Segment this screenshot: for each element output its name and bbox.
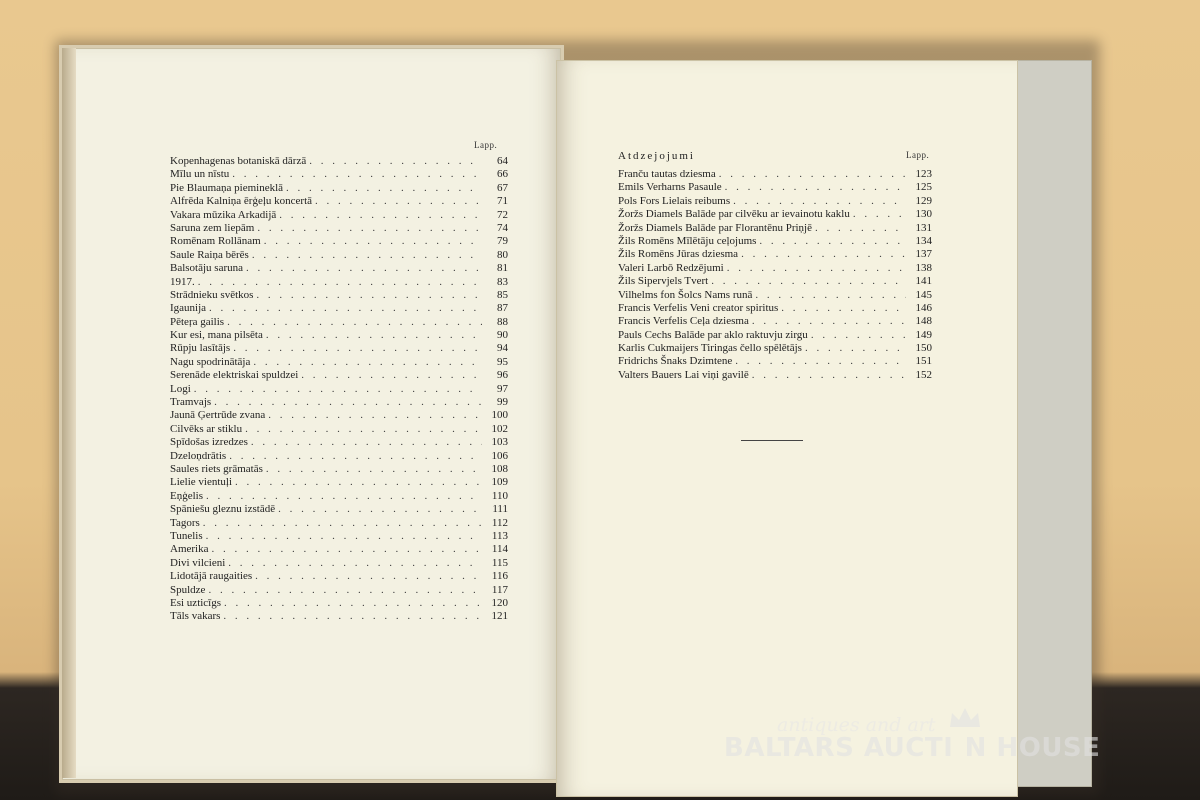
toc-entry-page: 150 [915, 342, 932, 355]
toc-entry-page: 85 [497, 288, 508, 301]
toc-entry [618, 208, 932, 221]
toc-entry-page: 108 [491, 462, 508, 475]
toc-entry-title: Amerika [170, 543, 209, 556]
toc-entry-page: 131 [915, 221, 932, 234]
toc-entry [618, 342, 932, 355]
toc-entry-page: 83 [497, 275, 508, 288]
toc-entry [170, 517, 508, 530]
toc-leader-dots [812, 222, 906, 235]
toc-entry [618, 168, 932, 181]
toc-entry-title: Francis Verfelis Veni creator spiritus [618, 301, 779, 314]
toc-entry [618, 302, 932, 315]
toc-entry-title: Mīlu un nīstu [170, 168, 230, 181]
toc-entry-title: Dzeloņdrātis [170, 449, 227, 462]
toc-entry [170, 342, 508, 355]
toc-entry [618, 262, 932, 275]
toc-entry-page: 125 [915, 181, 932, 194]
toc-entry-page: 116 [491, 570, 508, 583]
toc-entry-page: 149 [915, 328, 932, 341]
toc-leader-dots [208, 543, 482, 556]
toc-entry [170, 289, 508, 302]
toc-entry-title: Franču tautas dziesma [618, 168, 716, 180]
toc-entry-page: 99 [497, 396, 508, 409]
toc-entry-page: 134 [915, 234, 932, 247]
toc-entry-title: Rūpju lasītājs [170, 342, 231, 355]
toc-entry-page: 146 [915, 301, 932, 314]
toc-entry-title: Saule Raiņa bērēs [170, 248, 249, 261]
toc-entry [618, 248, 932, 261]
toc-entry-page: 88 [497, 315, 508, 328]
toc-leader-dots [263, 329, 482, 342]
toc-entry-title: Eņģelis [170, 489, 203, 502]
toc-entry [618, 289, 932, 302]
toc-entry-page: 94 [497, 342, 508, 355]
toc-entry-title: Igaunija [170, 302, 207, 315]
watermark-tagline: antiques and art [777, 714, 936, 736]
toc-leader-dots [749, 315, 906, 328]
toc-leader-dots [200, 517, 482, 530]
toc-entry [170, 262, 508, 275]
toc-leader-dots [850, 208, 906, 221]
toc-leader-dots [276, 209, 482, 222]
toc-entry [170, 463, 508, 476]
toc-entry-title: Kur esi, mana pilsēta [170, 329, 263, 342]
toc-entry-title: Saules riets grāmatās [170, 462, 263, 475]
toc-entry [618, 235, 932, 248]
toc-leader-dots [224, 316, 482, 329]
toc-entry [618, 222, 932, 235]
toc-entry-title: Jaunā Ģertrūde zvana [170, 409, 266, 422]
toc-leader-dots [298, 369, 482, 382]
toc-entry-title: Balsotāju saruna [170, 262, 244, 275]
toc-entry-page: 95 [497, 355, 508, 368]
toc-leader-dots [253, 289, 482, 302]
toc-leader-dots [738, 248, 906, 261]
toc-leader-dots [263, 463, 482, 476]
toc-entry [170, 222, 508, 235]
toc-leader-dots [229, 168, 482, 181]
toc-entry [618, 315, 932, 328]
toc-leader-dots [195, 276, 482, 289]
toc-entry [170, 168, 508, 181]
toc-entry-page: 112 [491, 516, 508, 529]
toc-leader-dots [808, 329, 906, 342]
toc-entry-page: 145 [915, 288, 932, 301]
toc-leader-dots [265, 409, 482, 422]
toc-entry-title: Logi [170, 382, 191, 395]
toc-leader-dots [232, 476, 482, 489]
toc-entry-title: Vakara mūzika Arkadijā [170, 208, 277, 221]
toc-entry [618, 369, 932, 382]
toc-leader-dots [203, 490, 482, 503]
toc-entry [170, 235, 508, 248]
toc-entry [170, 423, 508, 436]
toc-leader-dots [225, 557, 482, 570]
toc-entry-page: 64 [497, 155, 508, 167]
toc-entry-page: 66 [497, 168, 508, 181]
toc-entry [170, 597, 508, 610]
toc-entry-title: Žils Romēns Jūras dziesma [618, 248, 739, 261]
toc-leader-dots [752, 289, 906, 302]
toc-entry-page: 102 [491, 422, 508, 435]
toc-entry-title: Serenāde elektriskai spuldzei [170, 369, 299, 382]
toc-entry [618, 181, 932, 194]
toc-leader-dots [230, 342, 482, 355]
toc-entry-page: 114 [491, 543, 508, 556]
toc-entry-title: Žils Romēns Mīlētāju ceļojums [618, 234, 757, 247]
toc-leader-dots [191, 383, 482, 396]
left-contents-list [170, 155, 508, 624]
toc-entry [170, 436, 508, 449]
toc-leader-dots [211, 396, 482, 409]
toc-entry-title: Žils Sipervjels Tvert [618, 275, 709, 288]
toc-entry-page: 67 [497, 181, 508, 194]
toc-entry-title: Lidotājā raugaities [170, 570, 253, 583]
toc-entry [170, 557, 508, 570]
toc-entry-title: Vilhelms fon Šolcs Nams runā [618, 288, 753, 301]
toc-entry [170, 503, 508, 516]
toc-entry-title: Alfrēda Kalniņa ērģeļu koncertā [170, 195, 313, 208]
toc-leader-dots [205, 584, 482, 597]
section-title: Atdzejojumi [618, 150, 695, 162]
toc-entry-page: 121 [491, 610, 508, 623]
toc-entry-page: 71 [497, 195, 508, 208]
toc-entry-title: Spuldze [170, 583, 206, 596]
toc-entry-page: 97 [497, 382, 508, 395]
toc-entry-title: Tunelis [170, 529, 203, 542]
toc-leader-dots [221, 597, 482, 610]
toc-entry-title: Francis Verfelis Ceļa dziesma [618, 315, 749, 328]
toc-entry-title: Cilvēks ar stiklu [170, 422, 243, 435]
crown-icon [948, 705, 982, 729]
toc-entry-page: 111 [492, 503, 508, 516]
toc-entry-title: Spāniešu gleznu izstādē [170, 503, 276, 516]
toc-entry-title: 1917. [170, 275, 195, 288]
toc-entry-page: 106 [491, 449, 508, 462]
toc-entry-title: Strādnieku svētkos [170, 288, 254, 301]
watermark-brand: BALTARS AUCTI N HOUSE [724, 733, 1101, 763]
toc-entry [170, 195, 508, 208]
toc-entry-page: 87 [497, 302, 508, 315]
toc-entry-title: Pols Fors Lielais reibums [618, 194, 731, 207]
toc-entry [170, 543, 508, 556]
toc-entry [170, 369, 508, 382]
toc-entry-title: Tramvajs [170, 396, 212, 409]
toc-entry-page: 151 [915, 355, 932, 368]
toc-entry-title: Tagors [170, 516, 200, 529]
left-lapp-label: Lapp. [474, 140, 498, 150]
toc-entry-page: 90 [497, 329, 508, 342]
toc-entry-title: Valters Bauers Lai viņi gavilē [618, 368, 749, 381]
toc-leader-dots [206, 302, 482, 315]
toc-leader-dots [802, 342, 906, 355]
toc-entry-title: Nagu spodrinātāja [170, 355, 251, 368]
toc-leader-dots [716, 168, 906, 181]
toc-entry-title: Fridrichs Šnaks Dzimtene [618, 355, 733, 368]
toc-entry-page: 130 [915, 208, 932, 221]
toc-leader-dots [275, 503, 482, 516]
toc-leader-dots [708, 275, 906, 288]
toc-entry-page: 79 [497, 235, 508, 248]
toc-entry-title: Divi vilcieni [170, 556, 226, 569]
toc-leader-dots [261, 235, 482, 248]
toc-leader-dots [722, 181, 906, 194]
toc-entry [170, 409, 508, 422]
toc-entry-page: 120 [491, 596, 508, 609]
toc-entry [618, 329, 932, 342]
toc-entry-page: 117 [491, 583, 508, 596]
end-rule [741, 440, 803, 441]
toc-leader-dots [250, 356, 482, 369]
toc-entry [170, 356, 508, 369]
toc-entry-page: 80 [497, 248, 508, 261]
toc-entry [170, 155, 508, 168]
toc-entry [170, 570, 508, 583]
toc-entry [170, 276, 508, 289]
toc-entry-page: 148 [915, 315, 932, 328]
toc-entry-title: Esi uzticīgs [170, 596, 222, 609]
right-lapp-label: Lapp. [906, 150, 930, 160]
toc-entry-title: Kopenhagenas botaniskā dārzā [170, 155, 307, 167]
toc-entry [170, 530, 508, 543]
toc-leader-dots [778, 302, 906, 315]
toc-entry [170, 450, 508, 463]
toc-entry-page: 72 [497, 208, 508, 221]
toc-entry-page: 129 [915, 194, 932, 207]
toc-leader-dots [306, 155, 482, 168]
toc-entry-page: 123 [915, 168, 932, 180]
toc-leader-dots [203, 530, 482, 543]
toc-entry-page: 138 [915, 261, 932, 274]
toc-leader-dots [732, 355, 906, 368]
toc-entry [170, 476, 508, 489]
toc-leader-dots [226, 450, 482, 463]
toc-entry-page: 152 [915, 368, 932, 381]
toc-entry-title: Žoržs Diamels Balāde par Florantēnu Priņjē [618, 221, 812, 234]
toc-entry [170, 383, 508, 396]
toc-entry-title: Emils Verharns Pasaule [618, 181, 722, 194]
left-page-edge [62, 48, 76, 778]
toc-leader-dots [248, 436, 482, 449]
toc-entry [170, 316, 508, 329]
toc-entry-page: 109 [491, 476, 508, 489]
toc-entry-page: 110 [491, 489, 508, 502]
toc-entry-page: 137 [915, 248, 932, 261]
toc-entry [618, 275, 932, 288]
toc-entry [170, 302, 508, 315]
toc-entry [170, 490, 508, 503]
toc-entry-title: Lielie vientuļi [170, 476, 233, 489]
toc-entry-title: Tāls vakars [170, 610, 221, 623]
toc-entry-page: 81 [497, 262, 508, 275]
toc-entry-title: Spīdošas izredzes [170, 436, 248, 449]
toc-leader-dots [220, 610, 482, 623]
toc-entry-page: 115 [491, 556, 508, 569]
toc-leader-dots [756, 235, 906, 248]
toc-entry-page: 103 [491, 436, 508, 449]
toc-entry [170, 396, 508, 409]
toc-entry-title: Pauls Cechs Balāde par aklo raktuvju zirgu [618, 328, 808, 341]
toc-leader-dots [243, 262, 482, 275]
toc-leader-dots [730, 195, 906, 208]
toc-leader-dots [242, 423, 482, 436]
right-contents-list [618, 168, 932, 382]
toc-leader-dots [283, 182, 482, 195]
toc-entry-title: Saruna zem liepām [170, 221, 255, 234]
toc-entry [618, 355, 932, 368]
toc-entry-page: 74 [497, 221, 508, 234]
toc-entry [170, 584, 508, 597]
toc-entry [170, 249, 508, 262]
toc-entry [170, 182, 508, 195]
toc-entry-title: Karlis Cukmaijers Tiringas čello spēlētājs [618, 342, 802, 355]
toc-leader-dots [724, 262, 906, 275]
toc-entry [170, 610, 508, 623]
toc-entry-title: Žoržs Diamels Balāde par cilvēku ar ievainotu kaklu [618, 208, 850, 221]
toc-entry-title: Pēteŗa gailis [170, 315, 225, 328]
toc-entry-title: Pie Blaumaņa piemineklā [170, 181, 284, 194]
toc-entry-page: 96 [497, 369, 508, 382]
toc-leader-dots [254, 222, 482, 235]
toc-leader-dots [749, 369, 906, 382]
toc-entry [170, 209, 508, 222]
toc-entry-title: Romēnam Rollānam [170, 235, 261, 248]
toc-entry-title: Valeri Larbō Redzējumi [618, 261, 724, 274]
toc-leader-dots [312, 195, 482, 208]
toc-entry [618, 195, 932, 208]
toc-entry-page: 100 [491, 409, 508, 422]
toc-entry [170, 329, 508, 342]
toc-leader-dots [249, 249, 482, 262]
toc-entry-page: 141 [915, 275, 932, 288]
toc-entry-page: 113 [491, 529, 508, 542]
toc-leader-dots [252, 570, 482, 583]
